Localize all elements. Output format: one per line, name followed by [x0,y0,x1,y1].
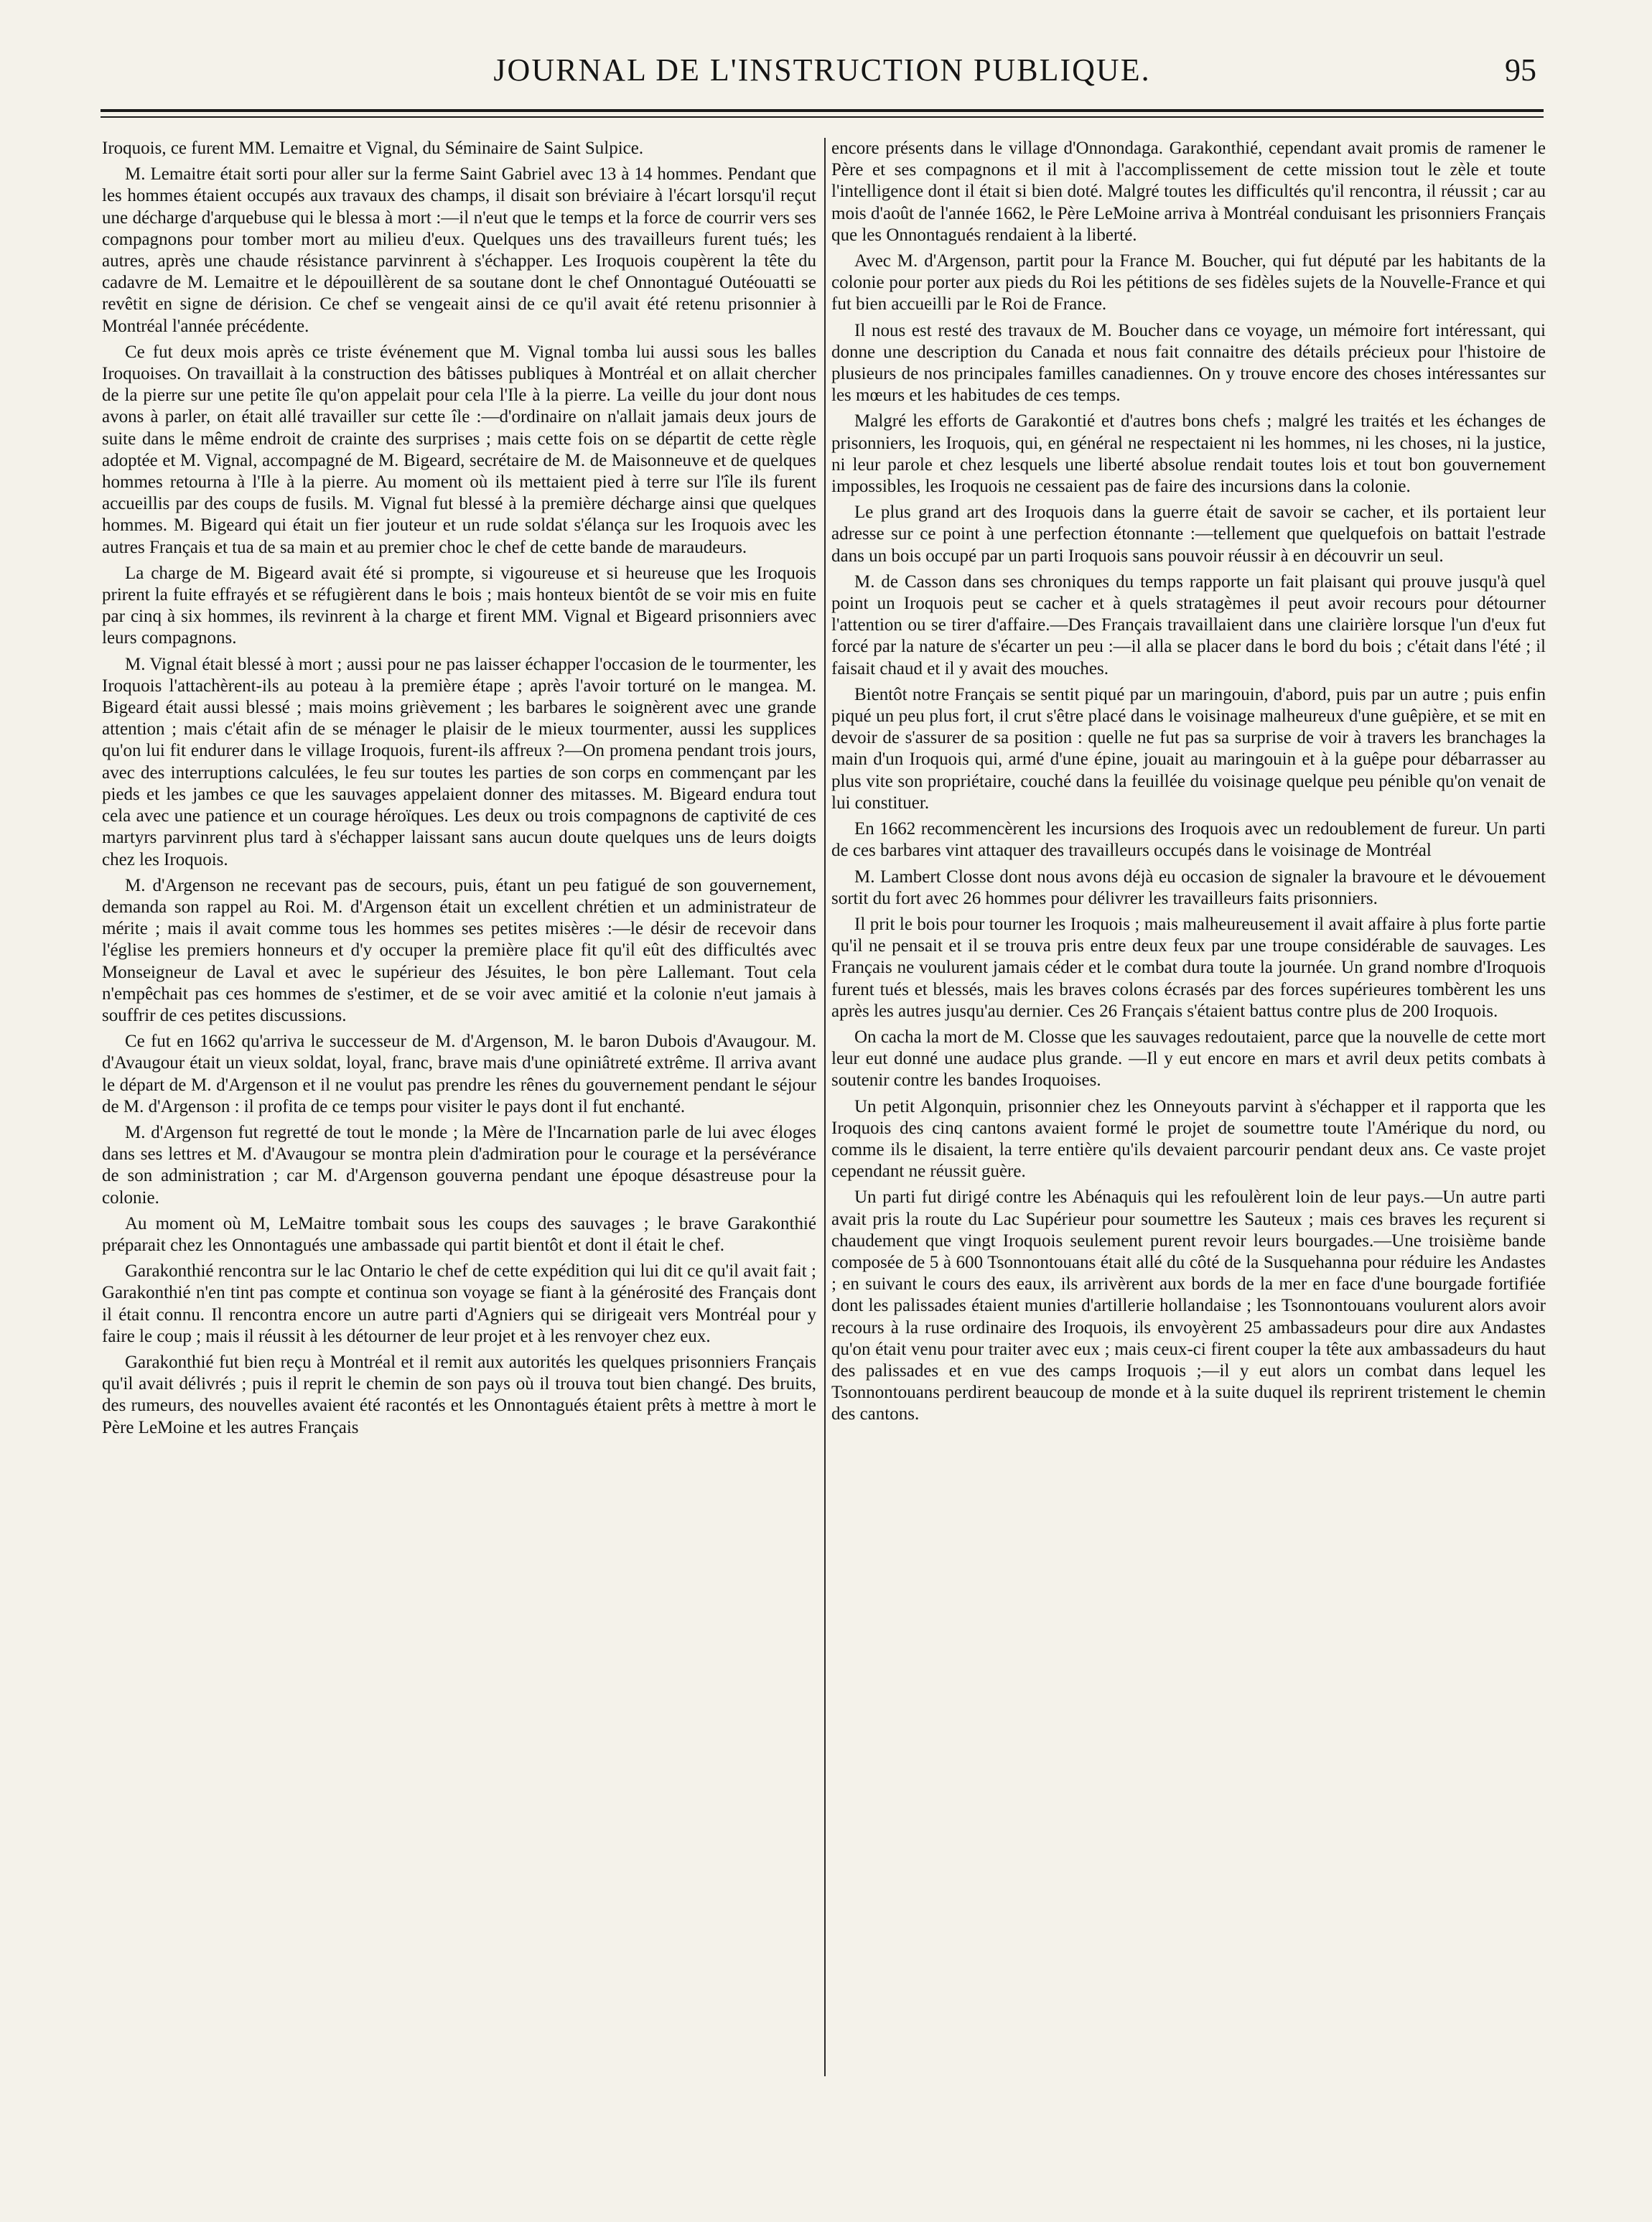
paragraph: Iroquois, ce furent MM. Lemaitre et Vignal, du Séminaire de Saint Sulpice. [102,139,644,158]
header-rule-thin [101,116,1544,118]
paragraph: Un parti fut dirigé contre les Abénaquis qui les refoulèrent loin de leur pays.—Un autre parti avait pris la route du Lac Supérieur pour soumettre les Sauteux ; mais ces braves les reçurent si chaudement que vingt Iroquois seulement purent revoir leurs bourgades.—Une troisième bande composée de 5 à 600 Tsonnontouans était allé du côté de la Susquehanna pour réduire les Andastes ; en suivant le cours des eaux, ils arrivèrent aux bords de la mer en face d'une bourgade fortifiée dont les palissades étaient munies d'artillerie hollandaise ; les Tsonnontouans voulurent alors avoir recours à la ruse ordinaire des Iroquois, ils envoyèrent 25 ambassadeurs pour dire aux Andastes qu'on était venu pour traiter avec eux ; mais ceux-ci firent couper la tête aux ambassadeurs du haut des palissades et en vue des camps Iroquois ;—il y eut alors un combat dans lequel les Tsonnontouans perdirent beaucoup de monde et à la suite duquel ils reprirent tristement le chemin des cantons. [831,1187,1546,1424]
paragraph: Bientôt notre Français se sentit piqué par un maringouin, d'abord, puis par un autre ; puis enfin piqué un peu plus fort, il crut s'être placé dans le voisinage malheureux d'une guêpière, et se mit en devoir de s'assurer de sa position : quelle ne fut pas sa surprise de voir à travers les branchages la main d'un Iroquois qui, armé d'une épine, jouait au maringouin et à la guêpe pour débarrasser au plus vite son propriétaire, couché dans la feuillée du voisinage quelque peu pénible qu'on venait de lui constituer. [831,684,1546,813]
left-column [102,138,816,2177]
paragraph: Avec M. d'Argenson, partit pour la France M. Boucher, qui fut député par les habitants de la colonie pour porter aux pieds du Roi les pétitions de ses fidèles sujets de la Nouvelle-France et qui fut bien accueilli par le Roi de France. [831,251,1546,314]
header-rule-thick [101,109,1544,112]
paragraph: Garakonthié rencontra sur le lac Ontario le chef de cette expédition qui lui dit ce qu'il avait fait ; Garakonthié n'en tint pas compte et continua son voyage se fiant à la générosité des Français dont il était connu. Il rencontra encore un autre parti d'Agniers qui se dirigeait vers Montréal pour y faire le coup ; mais il réussit à les détourner de leur projet et à les renvoyer chez eux. [102,1261,816,1346]
page-number: 95 [1505,52,1536,88]
column-divider [824,138,826,2076]
paragraph: M. d'Argenson ne recevant pas de secours, puis, étant un peu fatigué de son gouvernement, demanda son rappel au Roi. M. d'Argenson était un excellent chrétien et un administrateur de mérite ; mais il avait comme tous les hommes ses petites misères :—le désir de recevoir dans l'église les premiers honneurs et d'y occuper la première place fit qu'il eût des difficultés avec Monseigneur de Laval et avec le supérieur des Jésuites, le bon père Lallemant. Tout cela n'empêchait pas ces hommes de s'estimer, et de se voir avec amitié et la colonie n'eut jamais à souffrir de ces petites discussions. [102,875,816,1025]
paragraph: Ce fut deux mois après ce triste événement que M. Vignal tomba lui aussi sous les balles Iroquoises. On travaillait à la construction des bâtisses publiques à Montréal et on allait chercher de la pierre sur une petite île qu'on appelait pour cela l'Ile à la pierre. La veille du jour dont nous avons à parler, on était allé travailler sur cette île :—d'ordinaire on n'allait jamais deux jours de suite dans le même endroit de crainte des surprises ; mais cette fois on se départit de cette règle adoptée et M. Vignal, accompagné de M. Bigeard, secrétaire de M. de Maisonneuve et de quelques hommes retourna à l'Ile à la pierre. Au moment où ils mettaient pied à terre sur l'île ils furent accueillis par des coups de fusils. M. Vignal fut blessé à la première décharge ainsi que quelques hommes. M. Bigeard qui était un fier jouteur et un rude soldat s'élança sur les Iroquois avec les autres Français et tua de sa main et au premier choc le chef de cette bande de maraudeurs. [102,342,816,557]
paragraph: Un petit Algonquin, prisonnier chez les Onneyouts parvint à s'échapper et il rapporta que les Iroquois des cinq cantons avaient formé le projet de soumettre toute l'Amérique du nord, ou comme ils le disaient, la terre entière qu'ils devaient parcourir pendant deux ans. Ce vaste projet cependant ne réussit guère. [831,1096,1546,1182]
paragraph: M. Lambert Closse dont nous avons déjà eu occasion de signaler la bravoure et le dévouement sortit du fort avec 26 hommes pour délivrer les travailleurs faits prisonniers. [831,867,1546,908]
journal-title: JOURNAL DE L'INSTRUCTION PUBLIQUE. [493,52,1151,88]
paragraph: M. de Casson dans ses chroniques du temps rapporte un fait plaisant qui prouve jusqu'à quel point un Iroquois peut se cacher et à quels stratagèmes il peut avoir recours pour détourner l'attention ou se tirer d'affaire.—Des Français travaillaient dans une clairière lorsque l'un d'eux fut forcé par la nature de s'écarter un peu :—il alla se placer dans le bord du bois ; c'était dans l'été ; il faisait chaud et il y avait des mouches. [831,571,1546,678]
paragraph: Garakonthié fut bien reçu à Montréal et il remit aux autorités les quelques prisonniers Français qu'il avait délivrés ; puis il reprit le chemin de son pays où il trouva tout bien changé. Des bruits, des rumeurs, des nouvelles avaient été racontés et les Onnontagués étaient prêts à mettre à mort le Père LeMoine et les autres Français [102,1352,816,1437]
paragraph: M. d'Argenson fut regretté de tout le monde ; la Mère de l'Incarnation parle de lui avec éloges dans ses lettres et M. d'Avaugour se montra plein d'admiration pour le courage et la persévérance de son administration ; car M. d'Argenson gouverna pendant une époque désastreuse pour la colonie. [102,1122,816,1208]
paragraph: Au moment où M, LeMaitre tombait sous les coups des sauvages ; le brave Garakonthié préparait chez les Onnontagués une ambassade qui partit bientôt et dont il était le chef. [102,1213,816,1255]
paragraph: En 1662 recommencèrent les incursions des Iroquois avec un redoublement de fureur. Un parti de ces barbares vint attaquer des travailleurs occupés dans le voisinage de Montréal [831,819,1546,861]
paragraph: La charge de M. Bigeard avait été si prompte, si vigoureuse et si heureuse que les Iroquois prirent la fuite effrayés et se réfugièrent dans le bois ; mais honteux bientôt de se voir mis en fuite par cinq à six hommes, ils revinrent à la charge et firent MM. Vignal et Bigeard prisonniers avec leurs compagnons. [102,563,816,648]
paragraph: M. Lemaitre était sorti pour aller sur la ferme Saint Gabriel avec 13 à 14 hommes. Pendant que les hommes étaient occupés aux travaux des champs, il disait son bréviaire à l'écart lorsqu'il reçut une décharge d'arquebuse qui le blessa à mort :—il n'eut que le temps et la force de courrir vers ses compagnons pour tomber mort au milieu d'eux. Quelques uns des travailleurs furent tués; les autres, après une chaude résistance parvinrent à s'échapper. Les Iroquois coupèrent la tête du cadavre de M. Lemaitre et le dépouillèrent de sa soutane dont le chef Onnontagué Outéouatti se revêtit en signe de dérision. Ce chef se vengeait ainsi de ce qu'il avait été retenu prisonnier à Montréal l'année précédente. [102,164,816,336]
paragraph: M. Vignal était blessé à mort ; aussi pour ne pas laisser échapper l'occasion de le tourmenter, les Iroquois l'attachèrent-ils au poteau à la première étape ; après l'avoir torturé on le mangea. M. Bigeard était aussi blessé ; mais moins grièvement ; les barbares le soignèrent avec une grande attention ; mais c'était afin de se ménager le plaisir de le mieux tourmenter, aussi les supplices qu'on lui fit endurer dans le village Iroquois, furent-ils affreux ?—On promena pendant trois jours, avec des interruptions calculées, le feu sur toutes les parties de son corps en commençant par les pieds et les jambes ce que les sauvages appelaient donner des mitasses. M. Bigeard endura tout cela avec une patience et un courage héroïques. Les deux ou trois compagnons de captivité de ces martyrs parvinrent plus tard à s'échapper laissant sans aucun doute quelques uns de leurs doigts chez les Iroquois. [102,654,816,869]
paragraph: encore présents dans le village d'Onnondaga. Garakonthié, cependant avait promis de ramener le Père et ses compagnons et il mit à l'accomplissement de cette mission tout le zèle et toute l'intelligence dont il était si bien doté. Malgré toutes les difficultés qu'il rencontra, il réussit ; car au mois d'août de l'année 1662, le Père LeMoine arriva à Montréal conduisant les prisonniers Français que les Onnontagués rendaient à la liberté. [831,139,1546,245]
page-header [101,52,1544,102]
paragraph: On cacha la mort de M. Closse que les sauvages redoutaient, parce que la nouvelle de cette mort leur eut donné une audace plus grande. —Il y eut encore en mars et avril deux petits combats à soutenir contre les bandes Iroquoises. [831,1027,1546,1091]
right-column [831,138,1546,2177]
paragraph: Il nous est resté des travaux de M. Boucher dans ce voyage, un mémoire fort intéressant, qui donne une description du Canada et nous fait connaitre des détails précieux pour l'histoire de plusieurs de nos principales familles canadiennes. On y trouve encore des choses intéressantes sur les mœurs et les habitudes de ces temps. [831,320,1546,406]
paragraph: Il prit le bois pour tourner les Iroquois ; mais malheureusement il avait affaire à plus forte partie qu'il ne pensait et il se trouva pris entre deux feux par une troupe considérable de sauvages. Les Français ne voulurent jamais céder et le combat dura toute la journée. Un grand nombre d'Iroquois furent tués et blessés, mais les braves colons écrasés par des forces supérieures tombèrent les uns après les autres jusqu'au dernier. Ces 26 Français s'étaient battus contre plus de 200 Iroquois. [831,914,1546,1021]
paragraph: Ce fut en 1662 qu'arriva le successeur de M. d'Argenson, M. le baron Dubois d'Avaugour. M. d'Avaugour était un vieux soldat, loyal, franc, brave mais d'une opiniâtreté extrême. Il arriva avant le départ de M. d'Argenson et il ne voulut pas prendre les rênes du gouvernement pendant le séjour de M. d'Argenson : il profita de ce temps pour visiter le pays dont il fut enchanté. [102,1032,816,1116]
paragraph: Le plus grand art des Iroquois dans la guerre était de savoir se cacher, et ils portaient leur adresse sur ce point à une perfection étonnante :—tellement que quelquefois on battait l'estrade dans un bois occupé par un parti Iroquois sans pouvoir réussir à en découvrir un seul. [831,503,1546,566]
paragraph: Malgré les efforts de Garakontié et d'autres bons chefs ; malgré les traités et les échanges de prisonniers, les Iroquois, qui, en général ne respectaient ni les hommes, ni les choses, ni la justice, ni leur parole et chez lesquels une liberté absolue rendait toutes lois et tout bon gouvernement impossibles, les Iroquois ne cessaient pas de faire des incursions dans la colonie. [831,411,1546,497]
